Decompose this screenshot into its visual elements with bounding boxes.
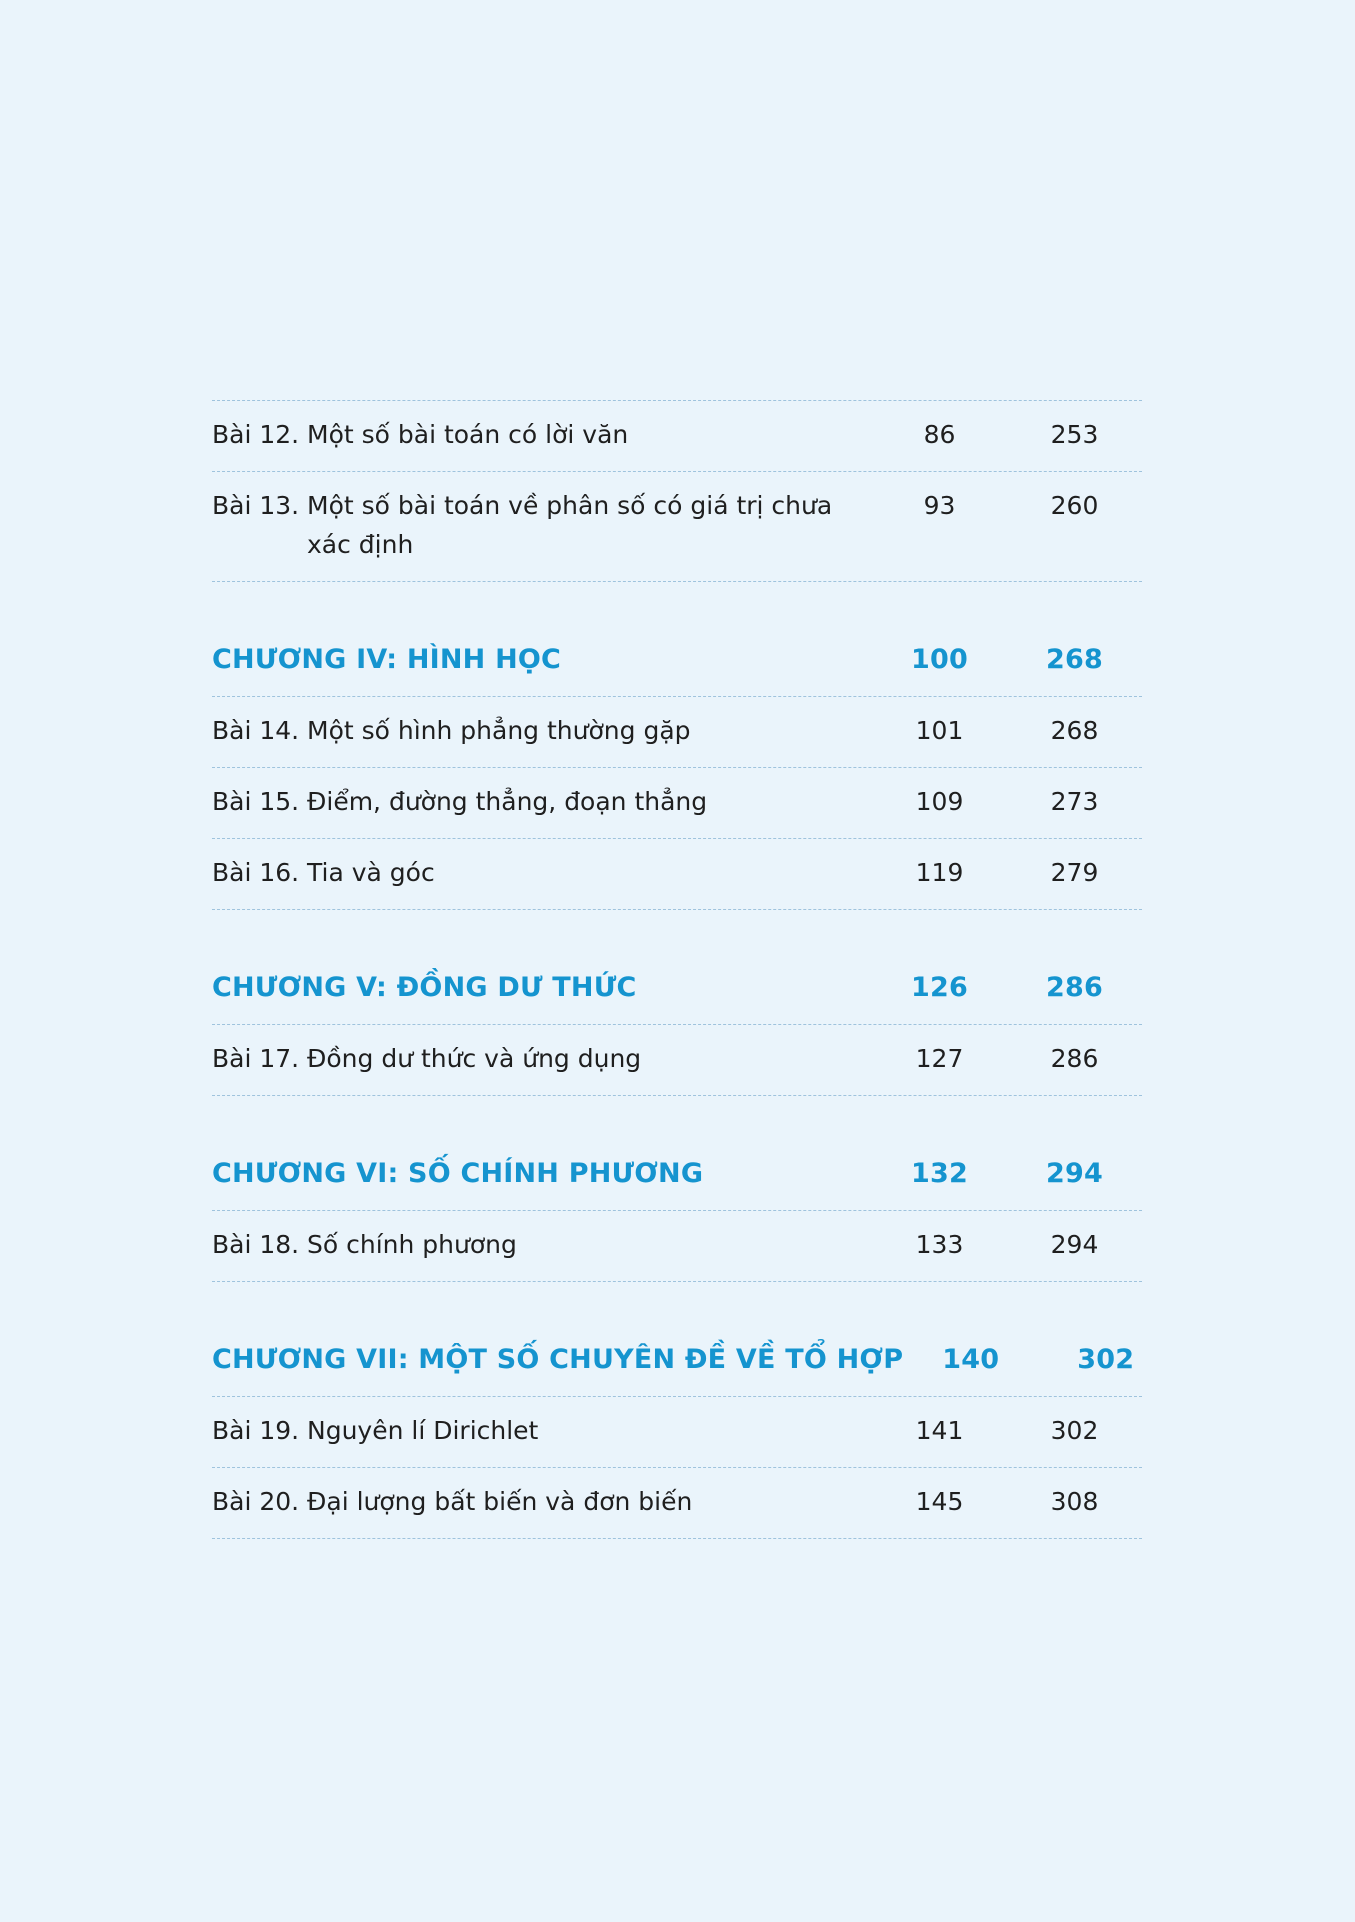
lesson-title: Đồng dư thức và ứng dụng: [307, 1044, 642, 1073]
toc-entry-lesson-14[interactable]: [212, 697, 1142, 768]
page-number-solutions: 286: [1046, 972, 1103, 1003]
page-number-problems: 93: [923, 491, 956, 520]
page-number-solutions: 268: [1046, 644, 1103, 675]
lesson-label: Bài 15.: [212, 787, 300, 816]
page-number-problems: 101: [915, 716, 964, 745]
lesson-title: Điểm, đường thẳng, đoạn thẳng: [307, 787, 708, 816]
page-number-problems: 86: [923, 420, 956, 449]
lesson-title: Tia và góc: [307, 858, 435, 887]
table-of-contents: [212, 400, 1142, 1539]
page-number-problems: 109: [915, 787, 964, 816]
lesson-title: Đại lượng bất biến và đơn biến: [307, 1487, 693, 1516]
page-number-solutions: 268: [1050, 716, 1099, 745]
lesson-label: Bài 17.: [212, 1044, 300, 1073]
toc-entry-lesson-16[interactable]: [212, 839, 1142, 910]
lesson-title: Một số bài toán có lời văn: [307, 420, 629, 449]
lesson-label: Bài 16.: [212, 858, 300, 887]
lesson-label: Bài 12.: [212, 420, 300, 449]
toc-entry-lesson-17[interactable]: [212, 1025, 1142, 1096]
page-number-problems: 126: [911, 972, 968, 1003]
page-number-solutions: 302: [1077, 1344, 1135, 1375]
page-number-solutions: 302: [1050, 1416, 1099, 1445]
page-number-solutions: 273: [1050, 787, 1099, 816]
lesson-label: Bài 14.: [212, 716, 300, 745]
toc-entry-lesson-19[interactable]: [212, 1397, 1142, 1468]
page-number-problems: 141: [915, 1416, 964, 1445]
page-number-solutions: 294: [1050, 1230, 1099, 1259]
lesson-title: Một số bài toán về phân số có giá trị chưa xác định: [307, 491, 833, 559]
toc-entry-lesson-13[interactable]: [212, 472, 1142, 582]
toc-entry-chapter-7[interactable]: [212, 1312, 1142, 1397]
toc-entry-lesson-18[interactable]: [212, 1211, 1142, 1282]
toc-entry-lesson-12[interactable]: [212, 401, 1142, 472]
lesson-label: Bài 13.: [212, 491, 300, 520]
chapter-title: CHƯƠNG IV: HÌNH HỌC: [212, 644, 562, 675]
page-number-solutions: 308: [1050, 1487, 1099, 1516]
page-number-solutions: 260: [1050, 491, 1099, 520]
toc-entry-chapter-5[interactable]: [212, 940, 1142, 1025]
lesson-title: Nguyên lí Dirichlet: [307, 1416, 539, 1445]
chapter-title: CHƯƠNG VII: MỘT SỐ CHUYÊN ĐỀ VỀ TỔ HỢP: [212, 1344, 904, 1375]
lesson-title: Số chính phương: [307, 1230, 517, 1259]
lesson-label: Bài 18.: [212, 1230, 300, 1259]
lesson-label: Bài 20.: [212, 1487, 300, 1516]
page-number-problems: 132: [911, 1158, 968, 1189]
page-number-problems: 140: [942, 1344, 1000, 1375]
page-number-problems: 100: [911, 644, 968, 675]
lesson-title: Một số hình phẳng thường gặp: [307, 716, 691, 745]
chapter-title: CHƯƠNG VI: SỐ CHÍNH PHƯƠNG: [212, 1158, 704, 1189]
page-number-solutions: 286: [1050, 1044, 1099, 1073]
page-number-problems: 133: [915, 1230, 964, 1259]
toc-entry-chapter-6[interactable]: [212, 1126, 1142, 1211]
page-number-problems: 119: [915, 858, 964, 887]
toc-entry-lesson-20[interactable]: [212, 1468, 1142, 1539]
page-number-solutions: 294: [1046, 1158, 1103, 1189]
page-number-solutions: 279: [1050, 858, 1099, 887]
toc-entry-chapter-4[interactable]: [212, 612, 1142, 697]
page-number-solutions: 253: [1050, 420, 1099, 449]
chapter-title: CHƯƠNG V: ĐỒNG DƯ THỨC: [212, 972, 637, 1003]
page-number-problems: 127: [915, 1044, 964, 1073]
lesson-label: Bài 19.: [212, 1416, 300, 1445]
toc-entry-lesson-15[interactable]: [212, 768, 1142, 839]
page-number-problems: 145: [915, 1487, 964, 1516]
